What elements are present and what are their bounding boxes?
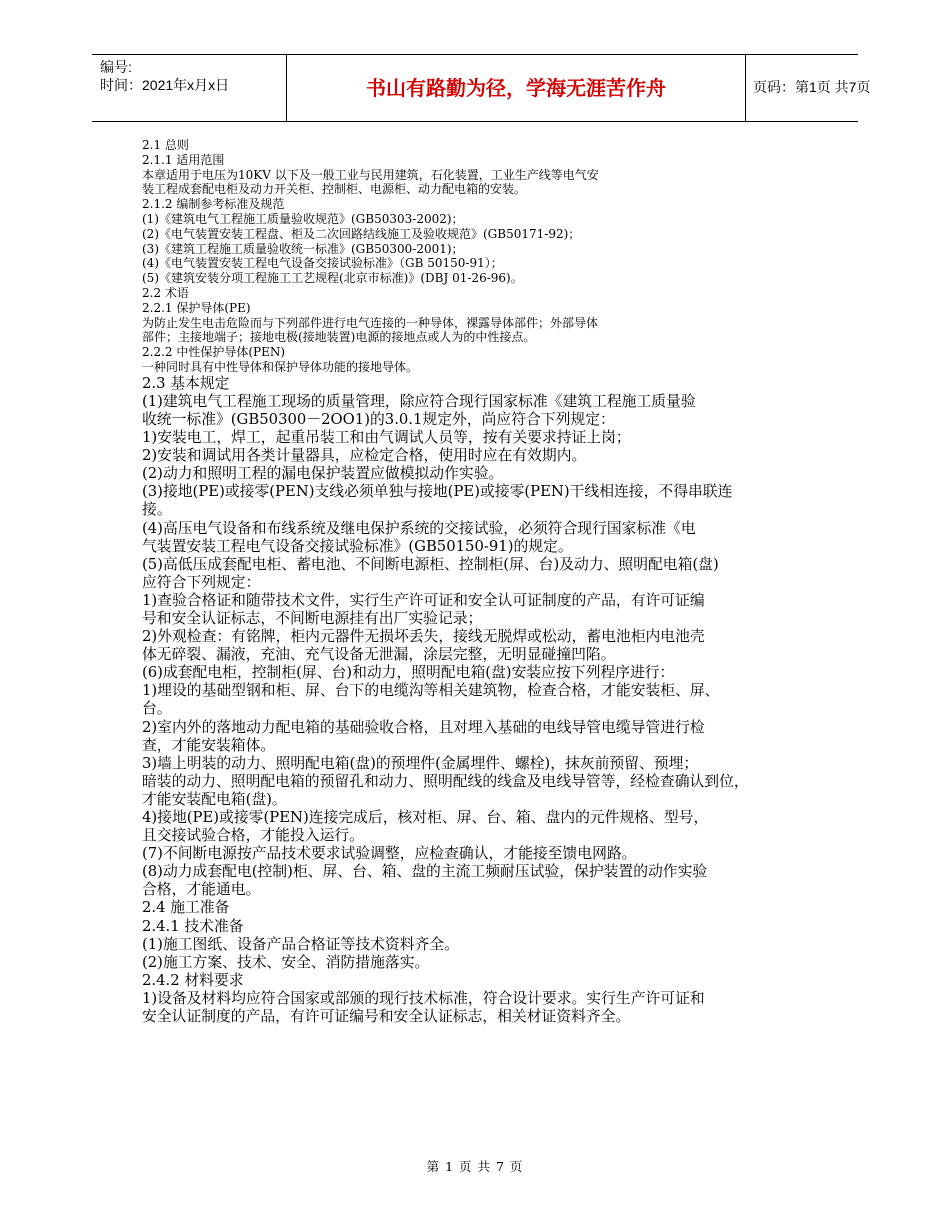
body-line: 体无碎裂、漏液，充油、充气设备无泄漏，涂层完整，无明显碰撞凹陷。 <box>142 646 616 664</box>
header-right-cell <box>745 55 871 121</box>
body-line: 2)外观检查：有铭牌，柜内元器件无损坏丢失，接线无脱焊或松动，蓄电池柜内电池壳 <box>142 628 705 646</box>
body-line: 台。 <box>142 700 172 718</box>
body-line: (1)建筑电气工程施工现场的质量管理，除应符合现行国家标准《建筑工程施工质量验 <box>142 392 696 410</box>
body-line: 接。 <box>142 501 172 519</box>
body-line: 安全认证制度的产品，有许可证编号和安全认证标志，相关材证资料齐全。 <box>142 1008 631 1026</box>
body-line: 2.2.2 中性保护导体(PEN) <box>142 345 286 360</box>
body-line: (5)《建筑安装分项工程施工工艺规程(北京市标准)》(DBJ 01-26-96)。 <box>142 271 523 286</box>
body-line: 2.4 施工准备 <box>142 899 230 917</box>
body-line: 2.1 总则 <box>142 138 189 152</box>
body-line: (3)接地(PE)或接零(PEN)支线必须单独与接地(PE)或接零(PEN)干线相连接，不得串联连 <box>142 483 733 501</box>
body-line: (3)《建筑工程施工质量验收统一标准》(GB50300-2001)； <box>142 241 464 256</box>
body-line: (2)施工方案、技术、安全、消防措施落实。 <box>142 953 430 971</box>
body-line: 1)设备及材料均应符合国家或部颁的现行技术标准，符合设计要求。实行生产许可证和 <box>142 989 705 1007</box>
document-number-label: 编号: <box>100 59 132 75</box>
body-line: 应符合下列规定： <box>142 573 261 591</box>
body-line: 且交接试验合格，才能投入运行。 <box>142 827 364 845</box>
body-line: (2)《电气装置安装工程盘、柜及二次回路结线施工及验收规范》(GB50171-92)； <box>142 226 581 241</box>
body-line: 本章适用于电压为10KV 以下及一般工业与民用建筑，石化装置，工业生产线等电气安 <box>142 167 599 182</box>
body-line: 暗装的动力、照明配电箱的预留孔和动力、照明配线的线盒及电线导管等，经检查确认到位， <box>142 772 749 790</box>
header-middle-cell <box>286 55 746 121</box>
body-line: (5)高低压成套配电柜、蓄电池、不间断电源柜、控制柜(屏、台)及动力、照明配电箱(盘) <box>142 555 719 573</box>
body-line: 2)室内外的落地动力配电箱的基础验收合格，且对埋入基础的电线导管电缆导管进行检 <box>142 718 705 736</box>
body-line: 2.2.1 保护导体(PE) <box>142 300 251 315</box>
body-line: 1)查验合格证和随带技术文件，实行生产许可证和安全认可证制度的产品，有许可证编 <box>142 591 705 609</box>
body-line: 1)埋设的基础型钢和柜、屏、台下的电缆沟等相关建筑物，检查合格，才能安装柜、屏、 <box>142 682 720 700</box>
body-line: (7)不间断电源按产品技术要求试验调整，应检查确认，才能接至馈电网路。 <box>142 845 637 863</box>
body-line: 2.1.2 编制参考标准及规范 <box>142 197 285 212</box>
body-line: 2)安装和调试用各类计量器具，应检定合格，使用时应在有效期内。 <box>142 447 587 465</box>
body-line: 4)接地(PE)或接零(PEN)连接完成后，核对柜、屏、台、箱、盘内的元件规格、型号， <box>142 809 709 826</box>
body-line: (4)《电气装置安装工程电气设备交接试验标准》（GB 50150-91）； <box>142 256 503 271</box>
body-line: 号和安全认证标志，不间断电源挂有出厂实验记录； <box>142 609 483 627</box>
header-left-cell <box>92 55 286 121</box>
body-line: 部件；主接地端子；接地电极(接地装置)电源的接地点或人为的中性接点。 <box>142 330 536 345</box>
body-line: 为防止发生电击危险而与下列部件进行电气连接的一种导体，裸露导体部件；外部导体 <box>142 315 599 330</box>
body-line: 一种同时具有中性导体和保护导体功能的接地导体。 <box>142 359 419 374</box>
body-line: (1)《建筑电气工程施工质量验收规范》(GB50303-2002)； <box>142 211 464 226</box>
body-line: 气装置安装工程电气设备交接试验标准》(GB50150-91)的规定。 <box>142 537 573 555</box>
body-line: (2)动力和照明工程的漏电保护装置应做模拟动作实验。 <box>142 465 504 483</box>
body-line: 合格，才能通电。 <box>142 881 261 899</box>
body-line: 2.2 术语 <box>142 285 189 300</box>
document-body <box>142 138 822 1026</box>
body-line: 2.4.1 技术准备 <box>142 917 244 935</box>
header-page-info: 页码：第1页 共7页 <box>753 79 871 95</box>
body-line: 2.1.1 适用范围 <box>142 152 225 167</box>
body-line: 查，才能安装箱体。 <box>142 736 276 754</box>
document-header <box>92 54 871 122</box>
document-time-label: 时间：2021年x月x日 <box>100 77 230 93</box>
body-line: 1)安装电工，焊工，起重吊装工和由气调试人员等，按有关要求持证上岗； <box>142 429 631 447</box>
body-line: (6)成套配电柜，控制柜(屏、台)和动力，照明配电箱(盘)安装应按下列程序进行： <box>142 664 675 682</box>
body-line: 才能安装配电箱(盘)。 <box>142 790 287 808</box>
header-motto: 书山有路勤为径，学海无涯苦作舟 <box>366 76 666 100</box>
body-line: 3)墙上明装的动力、照明配电箱(盘)的预埋件(金属埋件、螺栓)，抹灰前预留、预埋； <box>142 754 699 772</box>
body-line: 收统一标准》(GB50300－2OO1)的3.0.1规定外，尚应符合下列规定： <box>142 410 615 428</box>
body-line: (1)施工图纸、设备产品合格证等技术资料齐全。 <box>142 935 459 953</box>
body-line: 装工程成套配电柜及动力开关柜、控制柜、电源柜、动力配电箱的安装。 <box>142 182 527 197</box>
body-line: 2.4.2 材料要求 <box>142 971 244 989</box>
body-line: (4)高压电气设备和布线系统及继电保护系统的交接试验，必须符合现行国家标准《电 <box>142 519 696 537</box>
body-line: (8)动力成套配电(控制)柜、屏、台、箱、盘的主流工频耐压试验，保护装置的动作实验 <box>142 863 708 881</box>
page-footer: 第 1 页 共 7 页 <box>426 1159 524 1174</box>
body-line: 2.3 基本规定 <box>142 374 230 392</box>
